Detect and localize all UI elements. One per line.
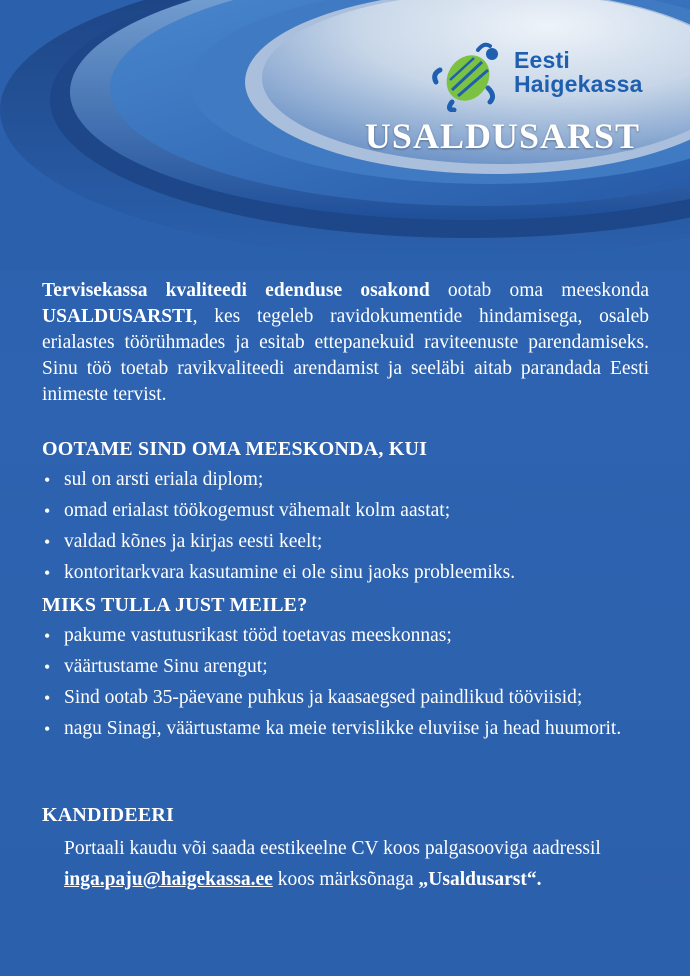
email-link[interactable]: inga.paju@haigekassa.ee [64, 869, 273, 890]
list-item: • valdad kõnes ja kirjas eesti keelt; [42, 529, 652, 555]
intro-text-1: ootab oma meeskonda [429, 280, 649, 301]
bullet-icon: • [44, 501, 51, 521]
list-item: • sul on arsti eriala diplom; [42, 467, 652, 493]
list-item: • Sind ootab 35-päevane puhkus ja kaasaegsed paindlikud tööviisid; [42, 685, 652, 711]
bullet-icon: • [44, 563, 51, 583]
department-name: Tervisekassa kvaliteedi edenduse osakond [42, 280, 430, 301]
list-item: • kontoritarkvara kasutamine ei ole sinu jaoks probleemiks. [42, 560, 652, 586]
logo-line-1: Eesti [514, 47, 570, 73]
requirements-list [42, 467, 652, 586]
logo-wordmark [514, 48, 643, 96]
list-item: • väärtustame Sinu arengut; [42, 654, 652, 680]
bullet-icon: • [44, 657, 51, 677]
requirements-section [42, 438, 652, 591]
list-item: • omad erialast töökogemust vähemalt kolm aastat; [42, 498, 652, 524]
keyword: „Usaldusarst“. [418, 869, 542, 890]
offer-section [42, 594, 652, 747]
offer-list [42, 623, 652, 742]
bullet-icon: • [44, 719, 51, 739]
list-item: • pakume vastutusrikast tööd toetavas meeskonnas; [42, 623, 652, 649]
haigekassa-logo [430, 40, 650, 112]
requirements-heading: OOTAME SIND OMA MEESKONDA, KUI [42, 438, 428, 460]
intro-text-2: , kes tegeleb ravidokumentide hindamisega, osaleb erialastes töörühmades ja esitab ettepanekuid raviteenuste parendamiseks. Sinu töö toetab ravikvaliteedi arendamist ja seeläbi aitab parandada Eesti inimeste tervist. [42, 306, 649, 405]
apply-section [42, 804, 652, 895]
list-item: • nagu Sinagi, väärtustame ka meie tervislikke eluviise ja head huumorit. [42, 716, 652, 742]
apply-text: Portaali kaudu või saada eestikeelne CV koos palgasooviga aadressil inga.paju@haigekassa.ee koos märksõnaga „Usaldusarst“. [64, 838, 601, 890]
bullet-icon: • [44, 470, 51, 490]
apply-heading: KANDIDEERI [42, 804, 175, 826]
logo-line-2: Haigekassa [514, 71, 643, 97]
intro-paragraph [42, 278, 649, 408]
offer-heading: MIKS TULLA JUST MEILE? [42, 594, 308, 616]
bullet-icon: • [44, 688, 51, 708]
page-title: USALDUSARST [364, 116, 640, 156]
role-name: USALDUSARSTI [42, 306, 193, 327]
turtle-icon [430, 40, 510, 112]
bullet-icon: • [44, 532, 51, 552]
bullet-icon: • [44, 626, 51, 646]
